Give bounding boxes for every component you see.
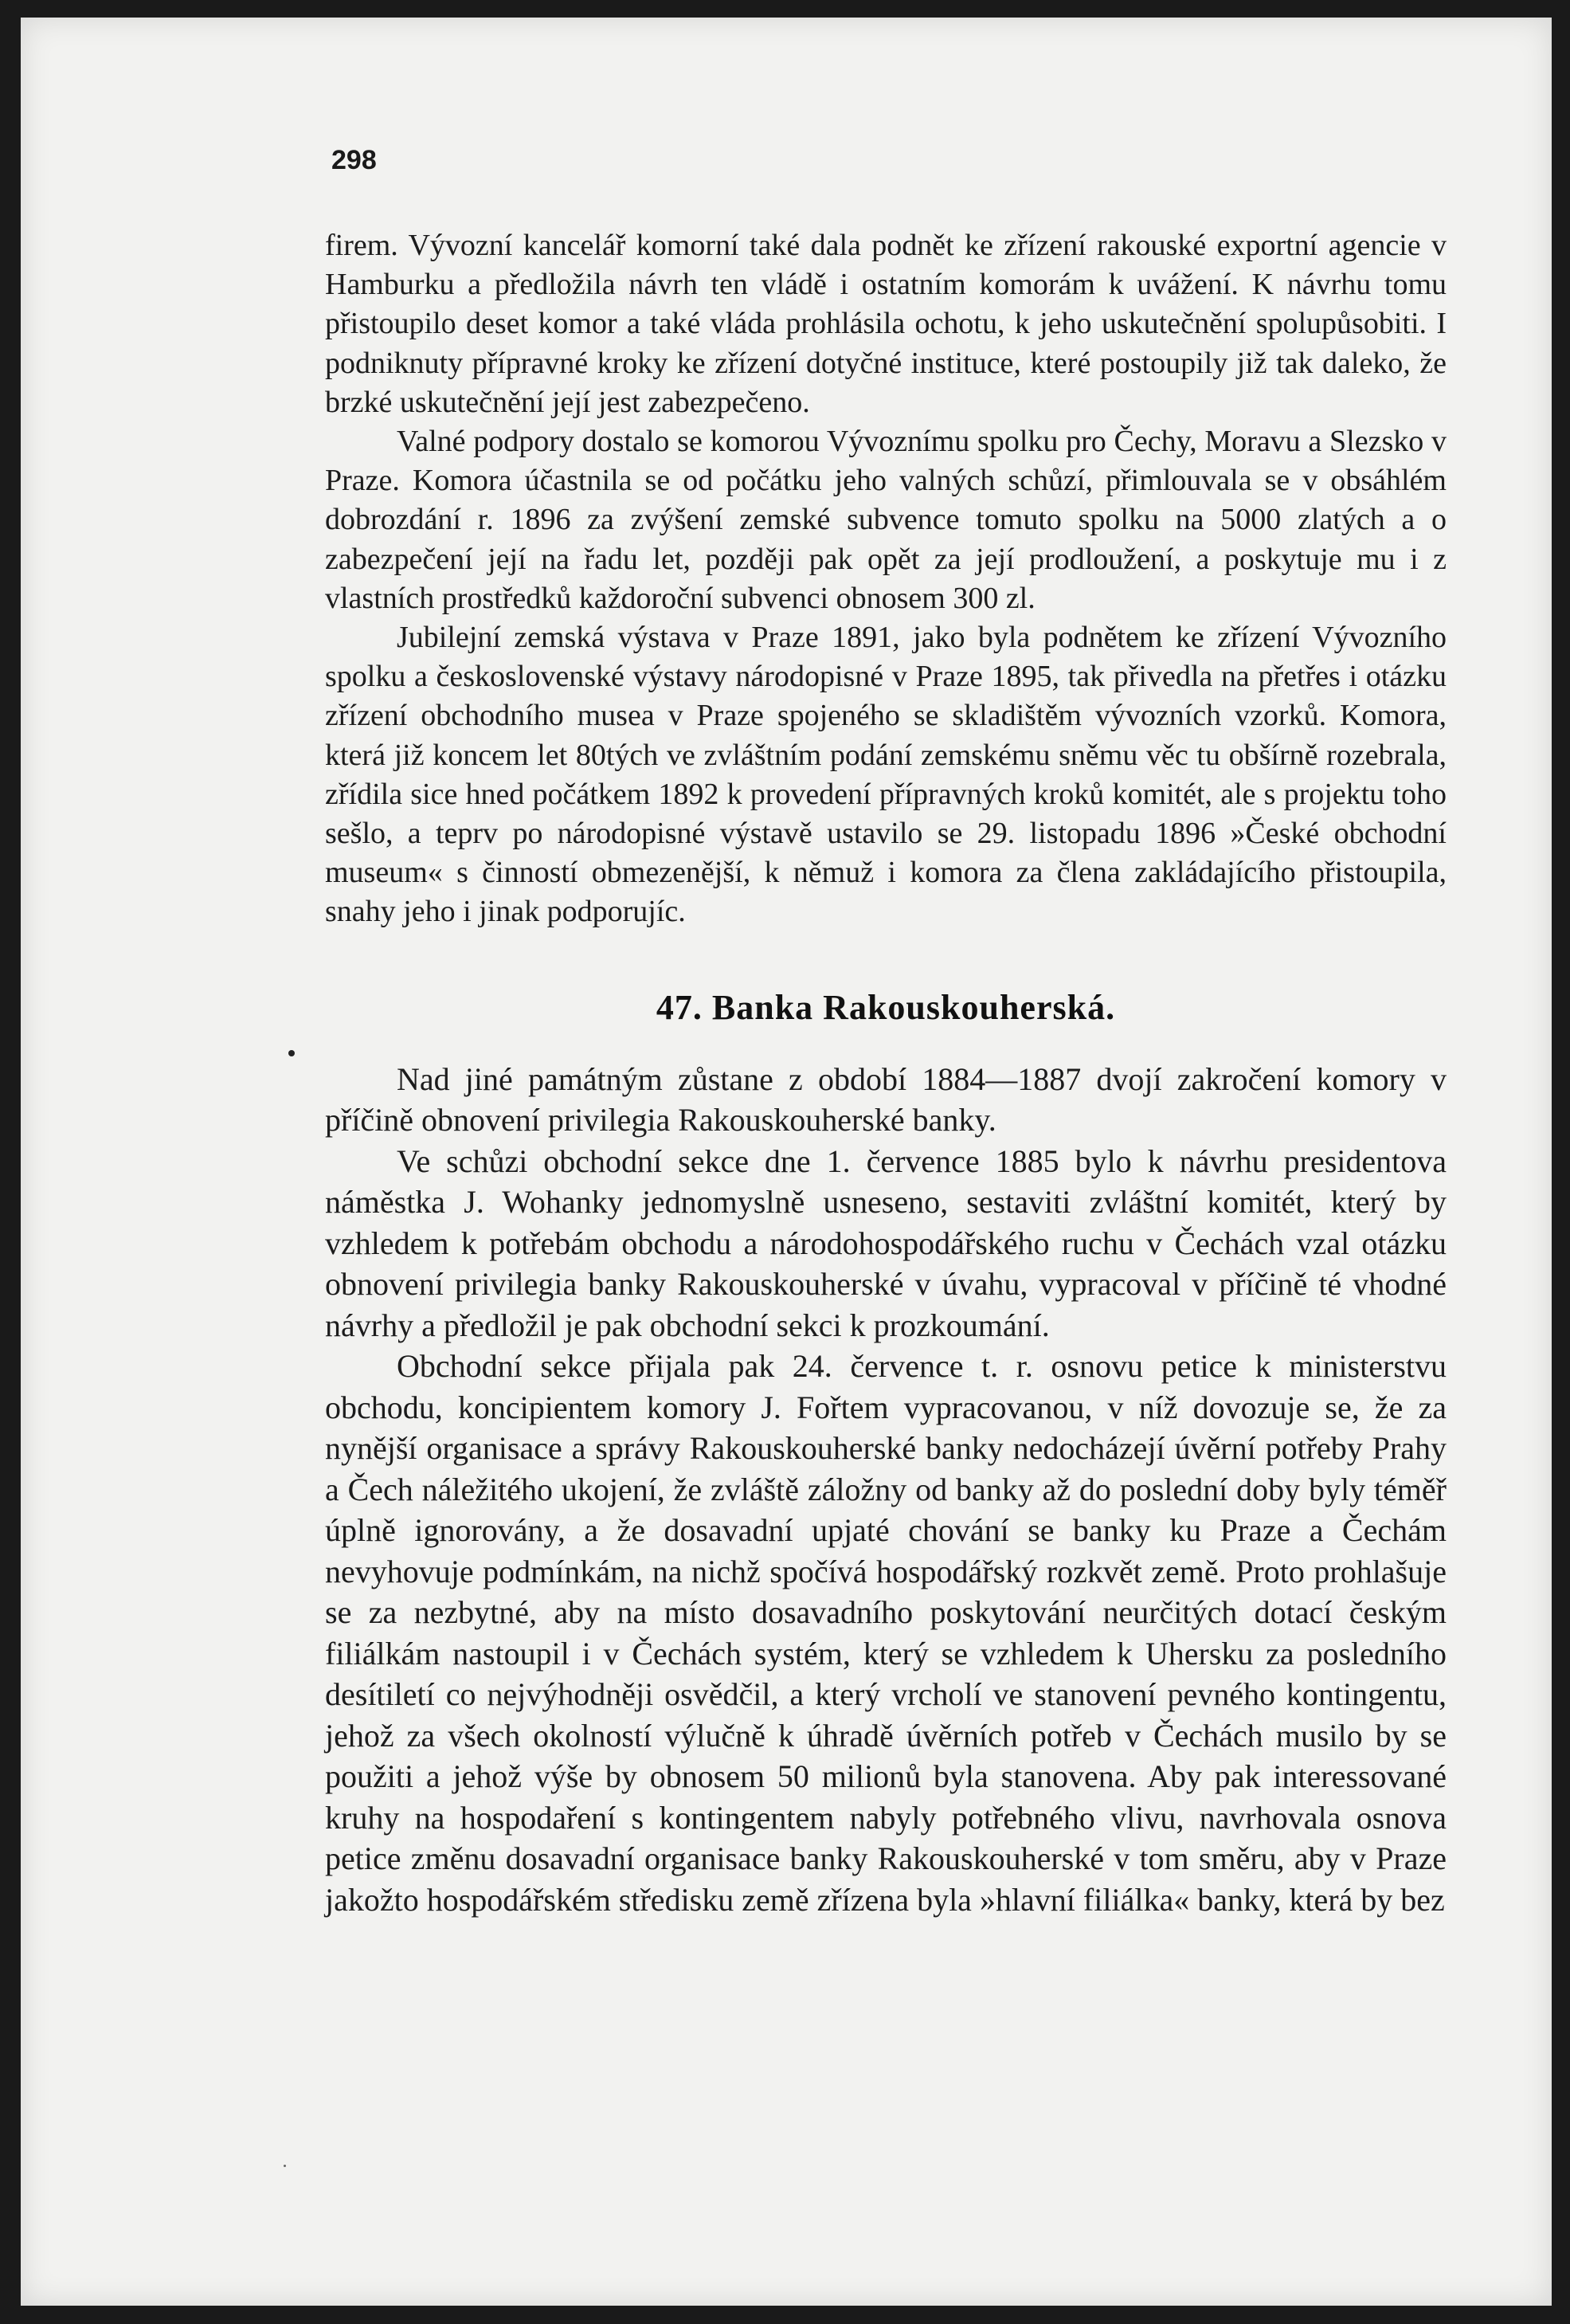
book-page	[21, 18, 1552, 2306]
margin-dot	[288, 1050, 295, 1056]
paragraph: Nad jiné památným zůstane z období 1884—1887 dvojí zakročení komory v příčině obnovení privilegia Rakouskouherské banky.	[325, 1060, 1447, 1138]
section-heading: 47. Banka Rakouskouherská.	[656, 987, 1116, 1027]
paragraph: firem. Vývozní kancelář komorní také dala podnět ke zřízení rakouské exportní agencie v Hamburku a předložila návrh ten vládě i ostatním komorám k uvážení. K návrhu tomu přistoupilo deset komor a také vláda prohlásila ochotu, k jeho uskutečnění spolupůsobiti. I podniknuty přípravné kroky ke zřízení dotyčné instituce, které postoupily již tak daleko, že brzké uskutečnění její jest zabezpečeno.	[325, 229, 1447, 419]
paragraph: Valné podpory dostalo se komorou Vývoznímu spolku pro Čechy, Moravu a Slezsko v Praze. Komora účastnila se od počátku jeho valných schůzí, přimlouvala se v obsáhlém dobrozdání r. 1896 za zvýšení zemské subvence tomuto spolku na 5000 zlatých a o zabezpečení její na řadu let, později pak opět za její prodloužení, a poskytuje mu i z vlastních prostředků každoroční subvenci obnosem 300 zl.	[325, 425, 1447, 615]
page-number: 298	[331, 145, 377, 175]
text-column	[325, 226, 1447, 1920]
paragraph: Ve schůzi obchodní sekce dne 1. července 1885 bylo k návrhu presidentova náměstka J. Wohanky jednomyslně usneseno, sestaviti zvláštní komitét, který by vzhledem k potřebám obchodu a národohospodářského ruchu v Čechách vzal otázku obnovení privilegia banky Rakouskouherské v úvahu, vypracoval v příčině té vhodné návrhy a předložil je pak obchodní sekci k prozkoumání.	[325, 1142, 1447, 1343]
paragraph: Jubilejní zemská výstava v Praze 1891, jako byla podnětem ke zřízení Vývozního spolku a československé výstavy národopisné v Praze 1895, tak přivedla na přetřes i otázku zřízení obchodního musea v Praze spojeného se skladištěm vývozních vzorků. Komora, která již koncem let 80tých ve zvláštním podání zemskému sněmu věc tu obšírně rozebrala, zřídila sice hned počátkem 1892 k provedení přípravných kroků komitét, ale s projektu toho sešlo, a teprv po národopisné výstavě ustavilo se 29. listopadu 1896 »České obchodní museum« s činností obmezenější, k němuž i komora za člena zakládajícího přistoupila, snahy jeho i jinak podporujíc.	[325, 621, 1447, 929]
section-body	[325, 1059, 1447, 1921]
margin-speck	[284, 2165, 286, 2167]
paragraph: Obchodní sekce přijala pak 24. července t. r. osnovu petice k ministerstvu obchodu, koncipientem komory J. Fořtem vypracovanou, v níž dovozuje se, že za nynější organisace a správy Rakouskouherské banky nedocházejí úvěrní potřeby Prahy a Čech náležitého ukojení, že zvláště záložny od banky až do poslední doby byly téměř úplně ignorovány, a že dosavadní upjaté chování se banky ku Praze a Čechám nevyhovuje podmínkám, na nichž spočívá hospodářský rozkvět země. Proto prohlašuje se za nezbytné, aby na místo dosavadního poskytování neurčitých dotací českým filiálkám nastoupil i v Čechách systém, který se vzhledem k Uhersku za posledního desítiletí co nejvýhodněji osvědčil, a který vrcholí ve stanovení pevného kontingentu, jehož za všech okolností výlučně k úhradě úvěrních potřeb v Čechách musilo by se použiti a jehož výše by obnosem 50 milionů byla stanovena. Aby pak interessované kruhy na hospodaření s kontingentem nabyly potřebného vlivu, navrhovala osnova petice změnu dosavadní organisace banky Rakouskouherské v tom směru, aby v Praze jakožto hospodářském středisku země zřízena byla »hlavní filiálka« banky, která by bez	[325, 1348, 1447, 1918]
